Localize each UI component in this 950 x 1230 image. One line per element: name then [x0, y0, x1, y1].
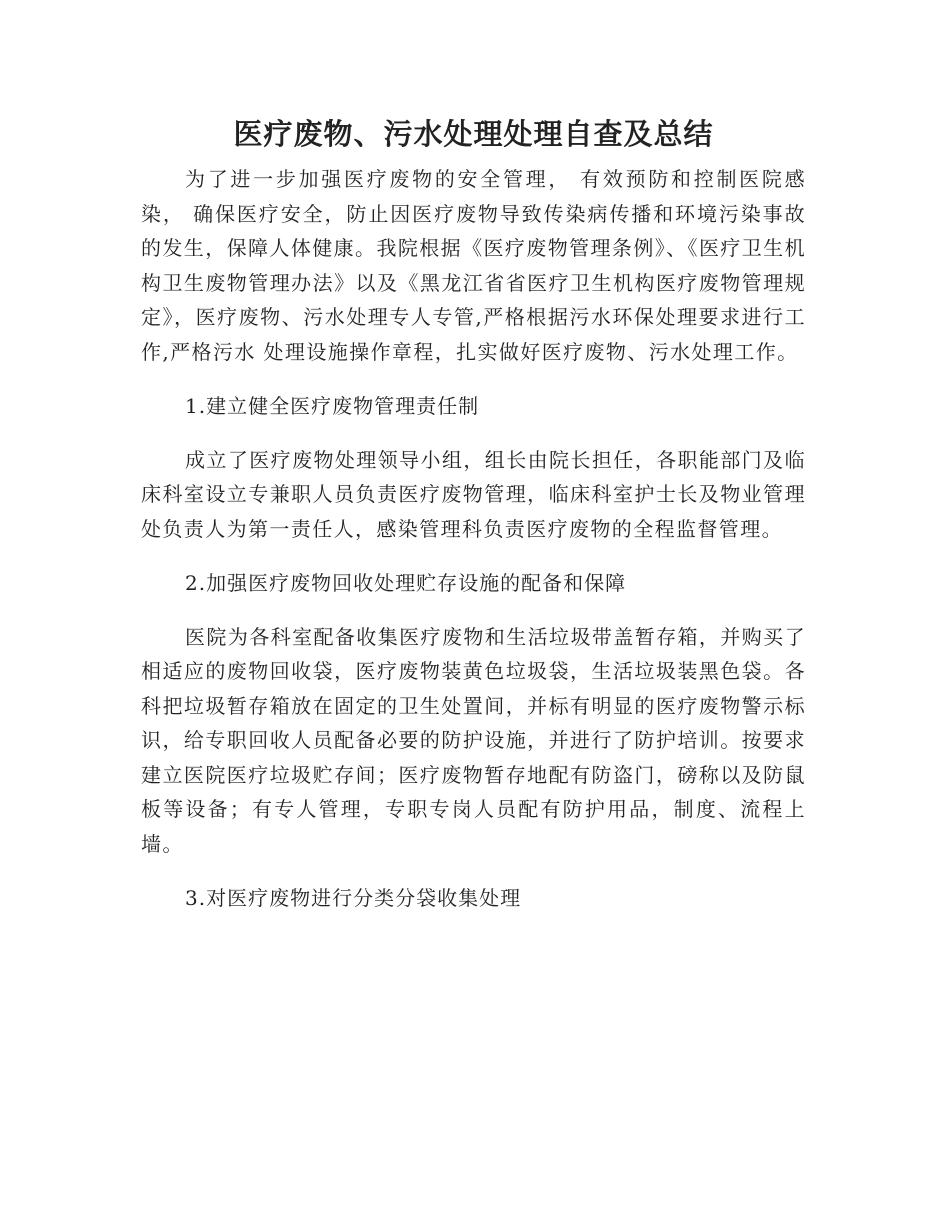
section-2-heading: 2.加强医疗废物回收处理贮存设施的配备和保障 [185, 571, 627, 595]
document-page [141, 108, 806, 916]
section-2-body: 医院为各科室配备收集医疗废物和生活垃圾带盖暂存箱，并购买了相适应的废物回收袋，医疗废物装黄色垃圾袋，生活垃圾装黑色袋。各科把垃圾暂存箱放在固定的卫生处置间，并标有明显的医疗废物警示标识，给专职回收人员配备必要的防护设施，并进行了防护培训。按要求建立医院医疗垃圾贮存间；医疗废物暂存地配有防盗门，磅称以及防鼠板等设备；有专人管理，专职专岗人员配有防护用品，制度、流程上墙。 [141, 624, 806, 856]
intro-paragraph: 为了进一步加强医疗废物的安全管理， 有效预防和控制医院感染， 确保医疗安全，防止因医疗废物导致传染病传播和环境污染事故的发生，保障人体健康。我院根据《医疗废物管理条例》、《医疗卫生机构卫生废物管理办法》以及《黑龙江省省医疗卫生机构医疗废物管理规定》，医疗废物、污水处理专人专管,严格根据污水环保处理要求进行工作,严格污水 处理设施操作章程，扎实做好医疗废物、污水处理工作。 [141, 167, 806, 364]
section-1-heading: 1.建立健全医疗废物管理责任制 [185, 394, 480, 418]
document-title: 医疗废物、污水处理处理自查及总结 [233, 117, 714, 151]
section-3-heading: 3.对医疗废物进行分类分袋收集处理 [185, 886, 522, 910]
section-1-body: 成立了医疗废物处理领导小组，组长由院长担任，各职能部门及临床科室设立专兼职人员负责医疗废物管理，临床科室护士长及物业管理处负责人为第一责任人，感染管理科负责医疗废物的全程监督管理。 [141, 447, 806, 541]
